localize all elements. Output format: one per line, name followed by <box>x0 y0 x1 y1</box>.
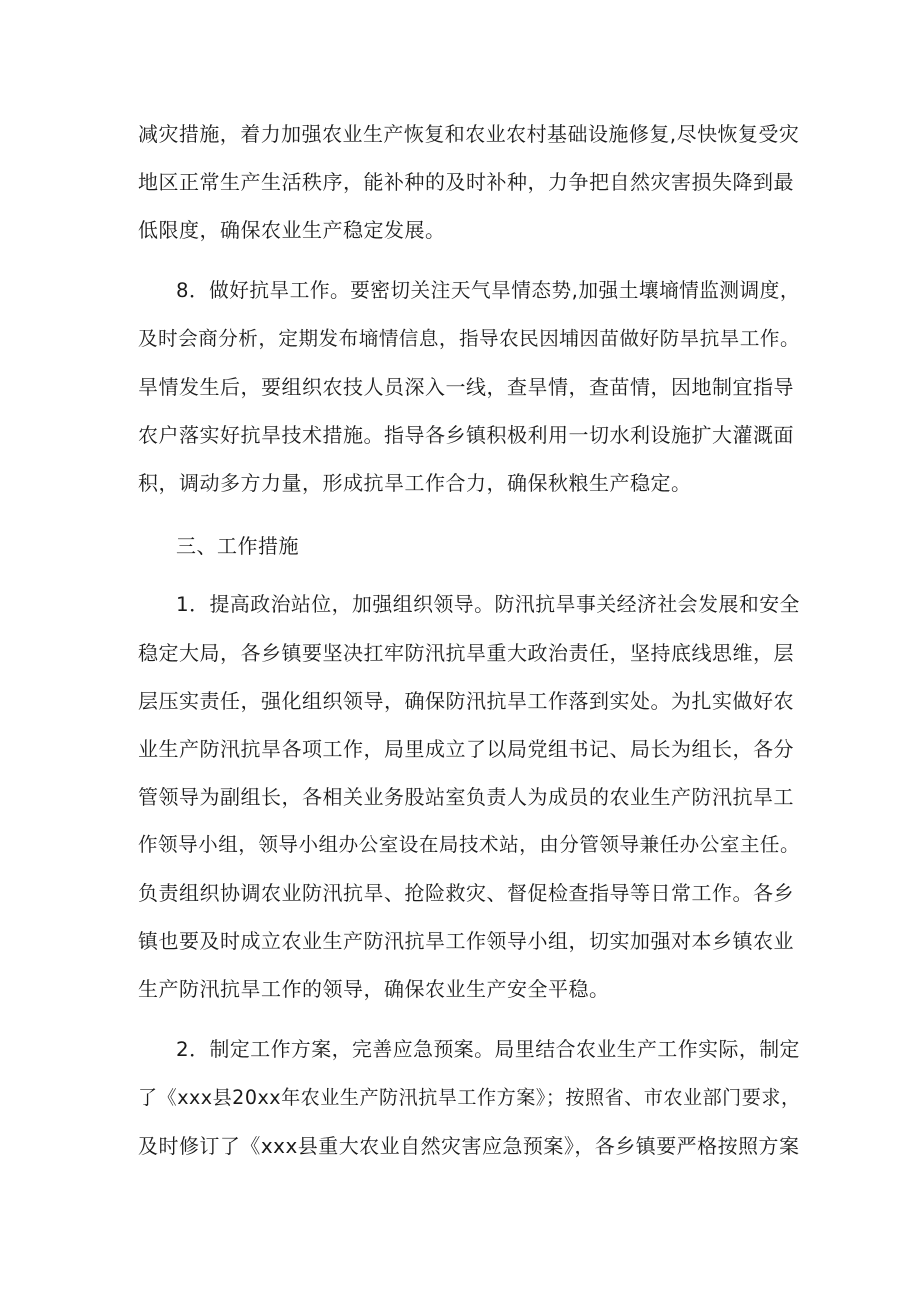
text-line: 8．做好抗旱工作。要密切关注天气旱情态势,加强土壤墒情监测调度， <box>176 279 800 302</box>
text-line: 旱情发生后，要组织农技人员深入一线，查旱情，查苗情，因地制宜指导 <box>138 375 794 399</box>
text-line: 减灾措施，着力加强农业生产恢复和农业农村基础设施修复,尽快恢复受灾 <box>138 122 800 146</box>
text-line: 业生产防汛抗旱各项工作，局里成立了以局党组书记、局长为组长，各分 <box>138 737 794 761</box>
text-line: 农户落实好抗旱技术措施。指导各乡镇积极利用一切水利设施扩大灌溉面 <box>138 423 794 447</box>
text-line: 管领导为副组长，各相关业务股站室负责人为成员的农业生产防汛抗旱工 <box>138 785 794 809</box>
text-line: 1．提高政治站位，加强组织领导。防汛抗旱事关经济社会发展和安全 <box>176 593 800 616</box>
text-line: 积，调动多方力量，形成抗旱工作合力，确保秋粮生产稳定。 <box>138 471 692 495</box>
text-line: 作领导小组，领导小组办公室设在局技术站，由分管领导兼任办公室主任。 <box>138 833 801 856</box>
text-line: 负责组织协调农业防汛抗旱、抢险救灾、督促检查指导等日常工作。各乡 <box>138 881 794 905</box>
text-line: 及时会商分析，定期发布墒情信息，指导农民因埔因苗做好防旱抗旱工作。 <box>138 327 801 350</box>
text-line: 层压实责任，强化组织领导，确保防汛抗旱工作落到实处。为扎实做好农 <box>138 689 794 713</box>
section-heading: 三、工作措施 <box>176 534 299 558</box>
text-line: 及时修订了《xxx县重大农业自然灾害应急预案》，各乡镇要严格按照方案 <box>138 1134 800 1158</box>
text-line: 低限度，确保农业生产稳定发展。 <box>138 218 446 242</box>
text-line: 稳定大局，各乡镇要坚决扛牢防汛抗旱重大政治责任，坚持底线思维，层 <box>138 641 794 665</box>
text-line: 镇也要及时成立农业生产防汛抗旱工作领导小组，切实加强对本乡镇农业 <box>138 929 794 953</box>
text-line: 地区正常生产生活秩序，能补种的及时补种，力争把自然灾害损失降到最 <box>138 170 794 194</box>
text-line: 了《xxx县20xx年农业生产防汛抗旱工作方案》；按照省、市农业部门要求， <box>138 1086 801 1109</box>
text-line: 2．制定工作方案，完善应急预案。局里结合农业生产工作实际，制定 <box>176 1038 800 1061</box>
text-line: 生产防汛抗旱工作的领导，确保农业生产安全平稳。 <box>138 977 610 1001</box>
